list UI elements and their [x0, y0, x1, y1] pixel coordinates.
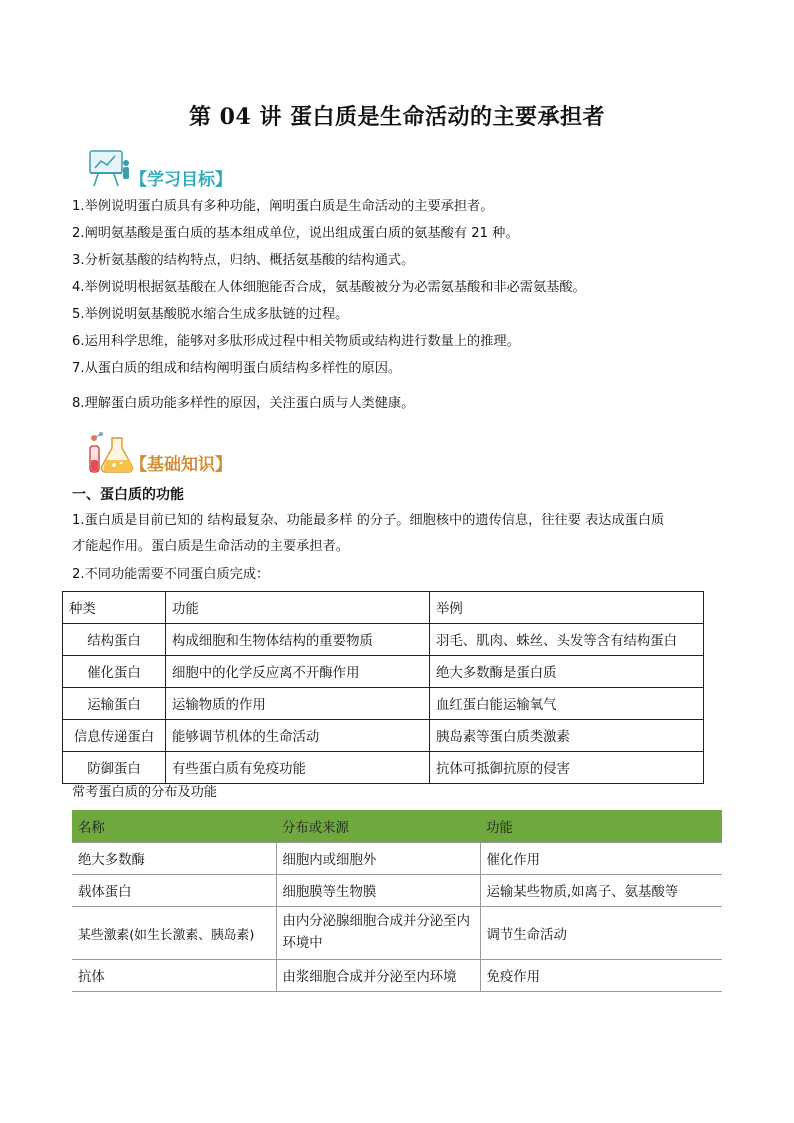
- table-cell: 绝大多数酶: [72, 843, 276, 875]
- protein-distribution-table: [72, 810, 722, 992]
- table-cell: 载体蛋白: [72, 875, 276, 907]
- paragraph-line: 才能起作用。蛋白质是生命活动的主要承担者。: [72, 539, 349, 554]
- goal-item: 6.运用科学思维，能够对多肽形成过程中相关物质或结构进行数量上的推理。: [72, 334, 520, 349]
- table-cell: 催化蛋白: [63, 656, 166, 688]
- table-cell: 运输物质的作用: [166, 688, 430, 720]
- table-row: [63, 688, 704, 720]
- table-cell: 由浆细胞合成并分泌至内环境: [276, 960, 480, 992]
- lab-flask-icon: [84, 430, 136, 476]
- basics-header: 【基础知识】: [130, 455, 232, 475]
- table-cell: 催化作用: [480, 843, 722, 875]
- goal-item: 7.从蛋白质的组成和结构阐明蛋白质结构多样性的原因。: [72, 361, 402, 376]
- table-cell: 绝大多数酶是蛋白质: [430, 656, 704, 688]
- goal-item: 5.举例说明氨基酸脱水缩合生成多肽链的过程。: [72, 307, 349, 322]
- table-cell: 血红蛋白能运输氧气: [430, 688, 704, 720]
- table-caption: 常考蛋白质的分布及功能: [72, 785, 218, 800]
- table-header-cell: 功能: [166, 592, 430, 624]
- table-row: [72, 960, 722, 992]
- table-header-cell: 举例: [430, 592, 704, 624]
- table-cell: 构成细胞和生物体结构的重要物质: [166, 624, 430, 656]
- table-row: [72, 907, 722, 960]
- table-cell: 由内分泌腺细胞合成并分泌至内环境中: [276, 907, 480, 960]
- table-cell: 防御蛋白: [63, 752, 166, 784]
- table-cell: 细胞膜等生物膜: [276, 875, 480, 907]
- table-cell: 信息传递蛋白: [63, 720, 166, 752]
- paragraph-line: 1.蛋白质是目前已知的 结构最复杂、功能最多样 的分子。细胞核中的遗传信息，往往要 表达成蛋白质: [72, 513, 665, 528]
- table-row: [63, 624, 704, 656]
- table-cell: 能够调节机体的生命活动: [166, 720, 430, 752]
- table-header-cell: 分布或来源: [276, 810, 480, 843]
- table-row: [63, 720, 704, 752]
- table-row: [63, 752, 704, 784]
- table-cell: 调节生命活动: [480, 907, 722, 960]
- table-cell: 有些蛋白质有免疫功能: [166, 752, 430, 784]
- table-cell: 羽毛、肌肉、蛛丝、头发等含有结构蛋白: [430, 624, 704, 656]
- table-row: [63, 656, 704, 688]
- table-cell: 胰岛素等蛋白质类激素: [430, 720, 704, 752]
- table-cell: 运输蛋白: [63, 688, 166, 720]
- goal-item: 2.阐明氨基酸是蛋白质的基本组成单位，说出组成蛋白质的氨基酸有 21 种。: [72, 226, 519, 241]
- table-row: [72, 843, 722, 875]
- table-cell: 细胞内或细胞外: [276, 843, 480, 875]
- table-header-cell: 名称: [72, 810, 276, 843]
- table-header-cell: 功能: [480, 810, 722, 843]
- table-cell: 免疫作用: [480, 960, 722, 992]
- paragraph-line: 2.不同功能需要不同蛋白质完成：: [72, 567, 270, 582]
- page-title: 第 04 讲 蛋白质是生命活动的主要承担者: [188, 104, 606, 130]
- goal-item: 1.举例说明蛋白质具有多种功能，阐明蛋白质是生命活动的主要承担者。: [72, 199, 494, 214]
- table-header-row: [72, 810, 722, 843]
- protein-function-table: [62, 591, 704, 784]
- table-cell: 细胞中的化学反应离不开酶作用: [166, 656, 430, 688]
- table-row: [72, 875, 722, 907]
- table-cell: 运输某些物质,如离子、氨基酸等: [480, 875, 722, 907]
- presentation-board-icon: [84, 148, 134, 190]
- table-cell: 抗体可抵御抗原的侵害: [430, 752, 704, 784]
- table-cell: 抗体: [72, 960, 276, 992]
- goal-item: 4.举例说明根据氨基酸在人体细胞能否合成，氨基酸被分为必需氨基酸和非必需氨基酸。: [72, 280, 586, 295]
- table-cell: 结构蛋白: [63, 624, 166, 656]
- section-heading: 一、蛋白质的功能: [72, 487, 184, 503]
- goal-item: 8.理解蛋白质功能多样性的原因，关注蛋白质与人类健康。: [72, 396, 415, 411]
- table-cell: 某些激素(如生长激素、胰岛素): [72, 907, 276, 960]
- table-header-cell: 种类: [63, 592, 166, 624]
- goal-item: 3.分析氨基酸的结构特点，归纳、概括氨基酸的结构通式。: [72, 253, 415, 268]
- table-header-row: [63, 592, 704, 624]
- goals-header: 【学习目标】: [130, 170, 232, 190]
